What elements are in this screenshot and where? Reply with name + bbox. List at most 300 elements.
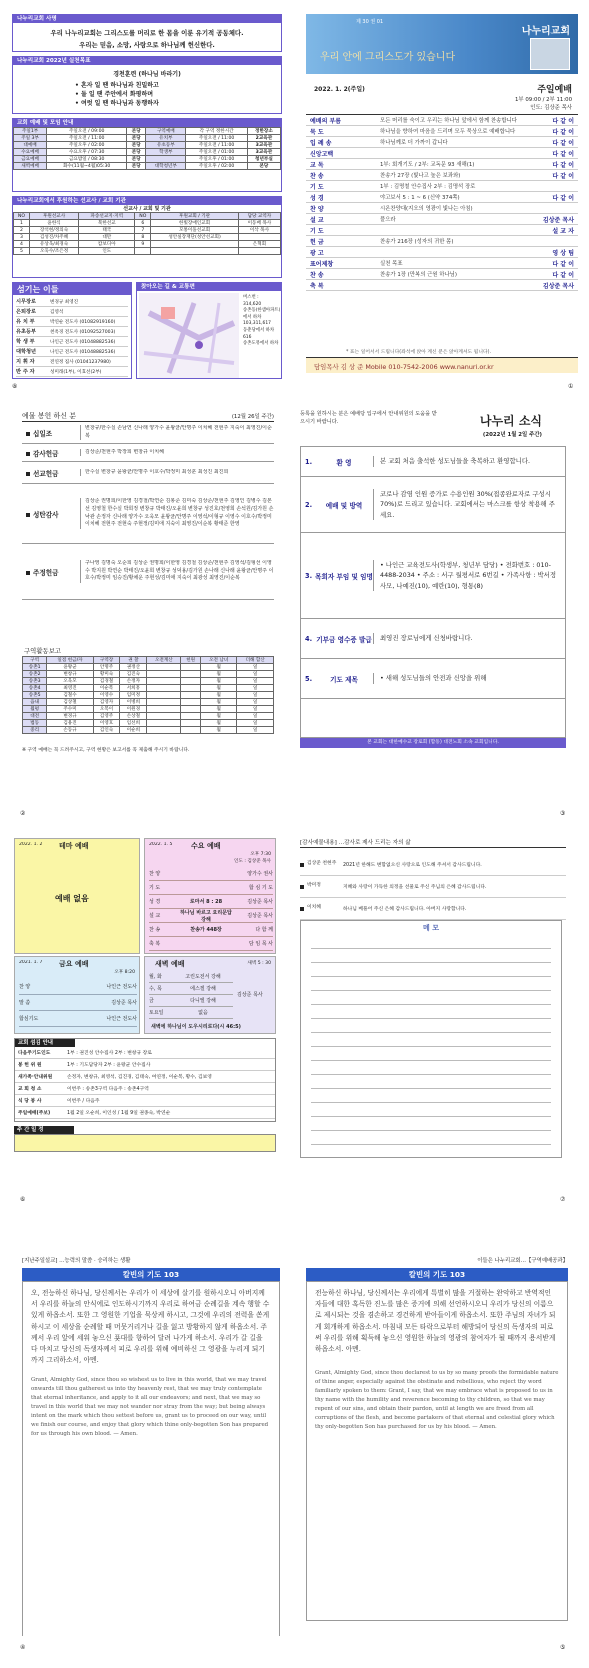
cell-value [147,678,181,685]
page-number: ⑧ [12,383,18,390]
page-3 [300,410,566,758]
mission-cell: 태국 [79,227,135,234]
worship-cell: 청년부실 [247,156,280,163]
mission-header-cell: 후원선교사 [29,213,78,220]
cell-value: 오복이 [93,706,120,713]
church-name: 나누리교회 [521,26,570,37]
mission-row [14,220,281,227]
news-item [301,619,565,659]
wed-person: 담 임 목 사 [248,941,273,947]
duty-content: 이번주 / 다음주 [67,1099,100,1104]
offering-title: 예물 봉헌 하신 분 [22,411,77,420]
worship-cell: 본당 [127,163,146,170]
mission-cell: 7 [135,227,151,234]
worship-title: 교회 예배 및 모임 안내 [13,119,281,127]
goal-item: • 혼자 일 땐 하나님과 친밀하고 [75,82,159,89]
register-intro: 등록을 원하시는 분은 예배당 입구에서 안내위원의 도움을 받으시기 바랍니다. [300,411,437,426]
dawn-row [149,971,233,983]
worship-cell: 유초등부 [146,142,186,149]
wed-part: 설 교 [149,913,161,919]
cell-value: 김영자 [93,699,120,706]
duty-label: 식 당 봉 사 [18,1099,42,1104]
order-row [306,192,578,203]
order-content: 1부: 회개기도 / 2부: 교독문 93 새해(1) [380,162,475,168]
cell-row [23,706,274,713]
mission-row [14,241,281,248]
cell-header-cell: 구역장 [93,657,120,664]
page-number: ② [20,810,26,817]
page-5 [306,1256,568,1636]
theme-none: 예배 없음 [55,894,89,903]
offering-row [22,444,274,462]
cell-row [23,671,274,678]
cell-value: 일 [237,692,274,699]
cell-value: 일 [237,713,274,720]
mission-header-cell: 후원교회 / 기관 [151,213,239,220]
cell-row [23,664,274,671]
cell-value: 월 [200,727,237,734]
mission-cell: 4 [14,241,30,248]
worship-cell: 본당 [127,135,146,142]
news-item [301,533,565,619]
page-8 [12,14,282,379]
news-heading: 기부금 영수증 발급 [316,635,372,644]
pastor-footer [306,357,578,373]
order-person: 다 같 이 [552,172,574,180]
staff-row [16,347,128,357]
cell-value: 이순복 [93,685,120,692]
page-6 [14,838,278,1168]
cell-value: 김경철 [93,678,120,685]
cell-value [147,713,181,720]
mission-header-row [14,213,281,220]
offering-type: 십일조 [33,429,53,438]
fri-time: 오후 8:20 [114,970,135,975]
staff-name: 성미래(1부), 이효선(2부) [50,369,102,375]
page-4 [22,1256,280,1636]
wed-title: 수요 예배 [191,842,221,850]
mission-subtitle: 선교사 / 교회 및 기관 [123,206,171,212]
worship-cell: 대예배 [14,142,47,149]
mission-cell: 1 [14,220,30,227]
news-content: 본 교회 처음 출석한 성도님들을 축복하고 환영합니다. [373,456,565,466]
offering-row [22,544,274,600]
worship-cell: 주일오후 / 01:00 [186,156,247,163]
order-label: 헌 금 [310,238,324,246]
order-label: 묵 도 [310,128,324,136]
order-content: 찬송가 27장 (빛나고 높은 보좌와) [380,173,461,179]
worship-row [14,149,281,156]
offering-label [22,448,80,458]
cell-value [147,685,181,692]
mission-cell: 캄보디아 [79,241,135,248]
wed-content: 찬송가 448장 [190,927,222,933]
wed-date: 2022. 1. 5 [149,842,173,847]
mission-cell: 은혁회 [238,241,280,248]
staff-row [16,307,128,317]
duty-title: 교회 섬김 안내 [15,1039,75,1047]
order-label: 신앙고백 [310,150,334,158]
fri-row [19,995,137,1011]
cell-value [147,727,181,734]
cell-value: 김용진 [47,720,93,727]
worship-cell: 본당 [127,142,146,149]
mission-cell [238,234,280,241]
fri-part: 합심기도 [19,1016,39,1022]
vision-title: 나누리교회 사명 [13,15,281,23]
page-number: ⑤ [560,1644,566,1651]
duty-content: 1월 2일 오순희, 이인성 / 1월 9일 권종숙, 박연순 [67,1111,171,1116]
korean-prayer: 오, 전능하신 하나님, 당신께서는 우리가 이 세상에 살기를 원하시오니 아버지께서 우리를 하늘의 안식에로 인도하시기까지 우리로 하여금 순례길을 계속 행할 수 있게 하옵소서. 또한 그 영원한 기업을 묵상케 하시고, 그것에 우리의 전력을 쏟게 하시고 이 세상을 순례할 때 머뭇거리거나 길을 잃고 방황하지 않게 하옵소서. 주께서 우리 앞에 세워 놓으신 푯대를 향하여 달려 나가게 하소서. 우리가 갈 길을 다 마치고 당신의 독생자께서 피로 우리를 위해 예비하신 그 영광을 누리게 되기까지 그리하소서, 아멘. [31,1289,270,1365]
mission-cell: 6 [135,220,151,227]
mission-cell: 모퉁이돌선교회 [151,227,239,234]
order-content: 야고보서 5 : 1 ~ 6 (신약 374쪽) [380,195,460,201]
order-row [306,170,578,181]
theme-worship [14,838,140,954]
order-row [306,126,578,137]
offering-label [22,428,80,438]
order-label: 교 독 [310,161,324,169]
duty-label: 교 회 청 소 [18,1087,42,1092]
thanks-name: 박미정 [307,883,321,889]
mission-cell: 오욱수/조은정 [29,248,78,255]
staff-section [12,282,132,379]
bulletin-date: 2022. 1. 2(주일) [314,86,365,93]
vision-section [12,14,282,52]
worship-cell: 대학청년부 [146,163,186,170]
order-content: 풀으라 [380,217,396,223]
cell-report-note: ※ 구역 예배는 꼭 드려주시고, 구역 현황은 보고서를 꼭 제출해 주시기 바랍니다. [22,748,190,753]
cell-value: 김철수 [47,692,93,699]
cell-value [147,706,181,713]
staff-title: 섬기는 이들 [17,284,59,294]
offering-row [22,422,274,444]
thanks-row [300,854,566,876]
worship-cell: 주일오전 / 09:00 [47,128,127,135]
staff-role: 은퇴장로 [16,309,37,315]
cell-value: 대전 [23,713,47,720]
cell-value: 안명주 [93,664,120,671]
order-person: 다 같 이 [552,271,574,279]
duty-content: 손정자, 변창규, 최영석, 김진경, 김태숙, 여연정, 이순복, 황수, 김보영 [67,1075,212,1080]
cell-value: 월 [200,671,237,678]
wed-time: 오후 7:30 [250,852,271,857]
wed-leader: 인도 : 김상준 목사 [234,859,271,864]
worship-cell: 수요오후 / 07:30 [47,149,127,156]
fri-row [19,1011,137,1027]
staff-name: 나인근 전도사 (01048882536) [50,349,116,355]
order-person: 다 같 이 [552,139,574,147]
news-content: • 새해 성도님들의 안전과 신앙을 위해 [373,673,565,683]
staff-name: 변경규 최영진 [50,299,79,305]
page-2 [22,410,274,758]
mission-cell [151,248,239,255]
cell-row [23,699,274,706]
cell-value [181,713,201,720]
cell-header-cell: 헌원 [181,657,201,664]
dawn-content: 다니엘 강해 [190,998,216,1004]
cell-value: 이병희 [120,699,147,706]
cell-value: 일 [237,699,274,706]
order-label: 예배의 부름 [310,117,342,125]
order-person: 영 상 팀 [552,249,574,257]
mission-cell: 이동배 목사 [238,220,280,227]
thanks-row [300,876,566,898]
worship-cell: 주일1부 [14,128,47,135]
news-item [301,447,565,477]
worship-cell: 주일오전 / 11:00 [186,142,247,149]
offering-row [22,462,274,484]
offering-row [22,484,274,544]
order-label: 찬 송 [310,271,324,279]
worship-schedule [12,118,282,192]
cover-slogan: 우리 안에 그리스도가 있습니다 [320,52,456,63]
cell-value: 일 [237,727,274,734]
page-number: ⑥ [20,1196,26,1203]
duty-label: 봉 헌 위 원 [18,1063,42,1068]
dawn-content: 없음 [198,1010,208,1016]
cell-value: 서희흥 [120,685,147,692]
staff-name: 전연정 집사 (01041237980) [50,359,111,365]
offering-type: 감사헌금 [33,449,59,458]
thanks-name: 이치혜 [307,905,321,911]
memo-lines [311,935,551,1145]
cell-value: 일 [237,706,274,713]
cell-header-cell: 더해 합산 [237,657,274,664]
map-title: 찾아오는 길 & 교통편 [137,283,281,291]
worship-cell: 금요밤일 / 08:30 [47,156,127,163]
news-heading: 기도 제목 [330,675,358,684]
worship-table [13,127,281,170]
order-row [306,203,578,214]
order-content: 시온찬양대(지오의 영광이 빛나는 아침) [380,206,473,212]
order-person: 다 같 이 [552,128,574,136]
cell-row [23,713,274,720]
cell-value [181,699,201,706]
duty-content: 1부 : 권진성 안수집사 2부 : 변창규 장로 [67,1051,152,1056]
wed-person: 양가수 권사 [247,871,273,877]
cell-value: 읍내 [23,699,47,706]
offering-names: 변창규/한수실 손남연 신나래 양가수 윤왕균/안명주 이치혜 전현주 지숙이 최영진/이순복 [80,425,274,441]
mission-cell: 8 [135,234,151,241]
worship-cell: 정한장소 [247,128,280,135]
news-number: 5. [305,674,313,683]
staff-role: 유 치 부 [16,319,35,325]
mission-row [14,234,281,241]
page-number: ③ [560,810,566,817]
bullet-icon [300,907,304,911]
news-content: 최영진 장로님에게 신청바랍니다. [373,633,565,643]
offering-type: 주정헌금 [33,568,59,577]
cell-report-title: 구역활동보고 [24,647,62,655]
dawn-title: 새벽 예배 [155,960,185,968]
order-row [306,115,578,126]
worship-cell: 학생부 [146,149,186,156]
order-label: 축 복 [310,282,324,290]
news-footer [300,738,566,748]
cell-value: 윤왕균 [47,664,93,671]
dawn-day: 수, 목 [149,986,162,992]
wed-part: 축 복 [149,941,161,947]
staff-name: 김영석 [50,309,64,315]
prayer-title-right: 칼빈의 기도 103 [306,1268,568,1281]
offering-label [22,509,80,519]
cell-value: 월 [200,664,237,671]
worship-cell: 2교육관 [247,135,280,142]
worship-cell: 주일 3부 [14,135,47,142]
bus-line: 314,620 [243,301,262,307]
news-content: • 나인근 교육전도사(학생부, 청년부 담당) • 전화번호 : 010-4488-2034 • 주소 : 서구 월평서로 6번길 • 가족사항 : 박서정 사모, 나예진(10), 예란(10), 형통(8) [373,560,565,591]
mission-cell: 9 [135,241,151,248]
cell-header-cell: 권 찰 [120,657,147,664]
cell-value: 이영수 [93,692,120,699]
worship-cell: 주일오전 / 11:00 [47,135,127,142]
order-label: 표어제창 [310,260,334,268]
cell-value [181,664,201,671]
worship-cell: 주일오전 / 01:00 [186,149,247,156]
worship-row [14,128,281,135]
thanks-list [300,854,566,920]
order-label: 찬 양 [310,205,324,213]
cell-value: 월 [200,699,237,706]
mission-row [14,227,281,234]
order-person: 다 같 이 [552,161,574,169]
cell-value: 황미숙 [93,671,120,678]
order-content: 찬송가 1장 (만복의 근원 하나님) [380,272,457,278]
order-content: 찬송가 216장 (성자의 귀한 몸) [380,239,454,245]
memo-box [300,920,562,1158]
goal-heading: 경천훈련 (하나님 바라기) [113,71,181,78]
wed-part: 성 경 [149,899,161,905]
dawn-day: 토요일 [149,1010,164,1016]
cell-value: 손정자 [120,678,147,685]
cell-report-table [22,656,274,734]
affiliation-note: 본 교회는 대한예수교 장로회 (합동) 대전노회 소속 교회입니다. [367,740,499,745]
prayer-body-right [306,1281,568,1621]
offering-names: 구나영 김명숙 오순희 김상준 권명희/이한영 김경철 김상준/천현주 김영석/김형선 이영수 박지원 박연순 박태진/오윤희 변창규 성덕용/김가원 손나래 신나래 윤왕균/안명주 이호수/박정미 임승진/황채운 주현성/김미애 지숙이 최광성 최영진/이순복 [80,560,274,583]
duty-label: 새가족·안내위원 [18,1075,53,1080]
cell-value: 임선희 [120,720,147,727]
thanks-text: 하나님 베풀어 주신 은혜 감사드립니다. 아버지 사랑합니다. [343,907,467,912]
cell-value [181,678,201,685]
duty-list [15,1047,275,1119]
worship-cell: 각 구역 정한시간 [186,128,247,135]
staff-role: 대학청년 [16,349,37,355]
fri-date: 2021. 1. 7 [19,960,43,965]
duty-row [15,1107,275,1119]
cell-row [23,678,274,685]
duty-row [15,1083,275,1095]
worship-cell: 유치부 [146,135,186,142]
offering-names: 김상준 권명희/이한영 김경철/박연순 김봉준 김미숙 김상준/천현주 김영인 김병수 김본선 김영철 한수실 박희정 변창규 박태진/오윤희 변창규 성진호/천영희 손석원/김가원 손낙관 손정자 신나래 양가수 오욱모 윤왕균/안명주 이영석/이형규 이영수 이호수/박정미 이치혜 전현주 전현숙 주현정/김미애 지숙이 최영진/이순복 황태준 한영 [80,498,274,529]
news-number: 1. [305,457,313,466]
staff-list [13,295,131,379]
mission-cell: 5 [14,248,30,255]
order-label: 광 고 [310,249,324,257]
bullet-icon [300,885,304,889]
news-list [300,446,566,738]
offering-type: 성탄감사 [33,510,59,519]
duty-row [15,1047,275,1059]
map-section [136,282,282,379]
cell-value [181,706,201,713]
worship-cell: 새벽예배 [14,163,47,170]
fri-person: 나인근 전도사 [106,984,137,990]
order-row [306,137,578,148]
cell-value: 임미정 [120,692,147,699]
dawn-worship [144,956,276,1034]
fri-title: 금요 예배 [59,960,89,968]
order-label: 입 례 송 [310,139,332,147]
mission-title: 나누리교회에서 후원하는 선교사 / 교회 기관 [13,197,281,205]
order-person: 다 같 이 [552,260,574,268]
news-number: 3. [305,571,313,580]
cell-header-cell: 구역 [23,657,47,664]
worship-row [14,142,281,149]
order-content: 실천 목표 [380,261,403,267]
duty-row [15,1095,275,1107]
wed-part: 찬 송 [149,927,161,933]
prayer-body-left [22,1281,280,1636]
order-person: 설 교 자 [552,227,574,235]
wed-row [149,867,273,881]
cell-header-cell: 오전계산 [147,657,181,664]
fri-person: 나인근 전도사 [106,1016,137,1022]
cell-value: 월 [200,706,237,713]
cell-value: 월평 [23,706,47,713]
wed-person: 김상준 목사 [247,899,273,905]
weekly-schedule [14,1126,276,1156]
news-item [301,477,565,533]
dawn-content: 고린도전서 강해 [185,974,221,980]
worship-cell: 주일오후 / 02:00 [47,142,127,149]
duty-label: 주일예배(주보) [18,1111,51,1116]
mission-cell: 인도 [79,248,135,255]
worship-cell [146,156,186,163]
worship-cell: 금요예배 [14,156,47,163]
cell-value: 변경규 [47,713,93,720]
goal-item: • 둘 일 땐 주안에서 화평하며 [75,91,154,98]
bus-line: 버스번 : [243,295,259,300]
cell-value: 김영주 [93,713,120,720]
order-row [306,214,578,225]
order-content: 하나님께로 더 가까이 갑니다 [380,140,448,146]
mission-cell: 3 [14,234,30,241]
staff-row [16,327,128,337]
wed-content: 로마서 8 : 28 [189,899,223,905]
dawn-row [149,983,233,995]
order-label: 기 도 [310,227,324,235]
staff-name: 박연순 전도사 (01082919160) [50,319,116,325]
bus-line: 동춘당에서 하차 [243,328,275,334]
news-number: 4. [305,634,313,643]
goal-section [12,56,282,114]
mission-row [14,248,281,255]
page-number: ④ [20,1644,26,1651]
thanks-text: 2021년 한해도 변함없으신 사랑으로 인도해 주셔서 감사드립니다. [343,863,482,868]
bus-line: 송촌도뮤에서 하차 [243,341,279,347]
order-label: 기 도 [310,183,324,191]
cell-value: 법동 [23,720,47,727]
wed-row [149,909,273,923]
cell-value: 이원경 [120,706,147,713]
fri-part: 말 씀 [19,1000,31,1006]
news-item [301,659,565,699]
fri-part: 찬 양 [19,984,31,990]
worship-row [14,163,281,170]
theme-title: 테마 예배 [59,842,89,850]
cell-value: 월 [200,692,237,699]
